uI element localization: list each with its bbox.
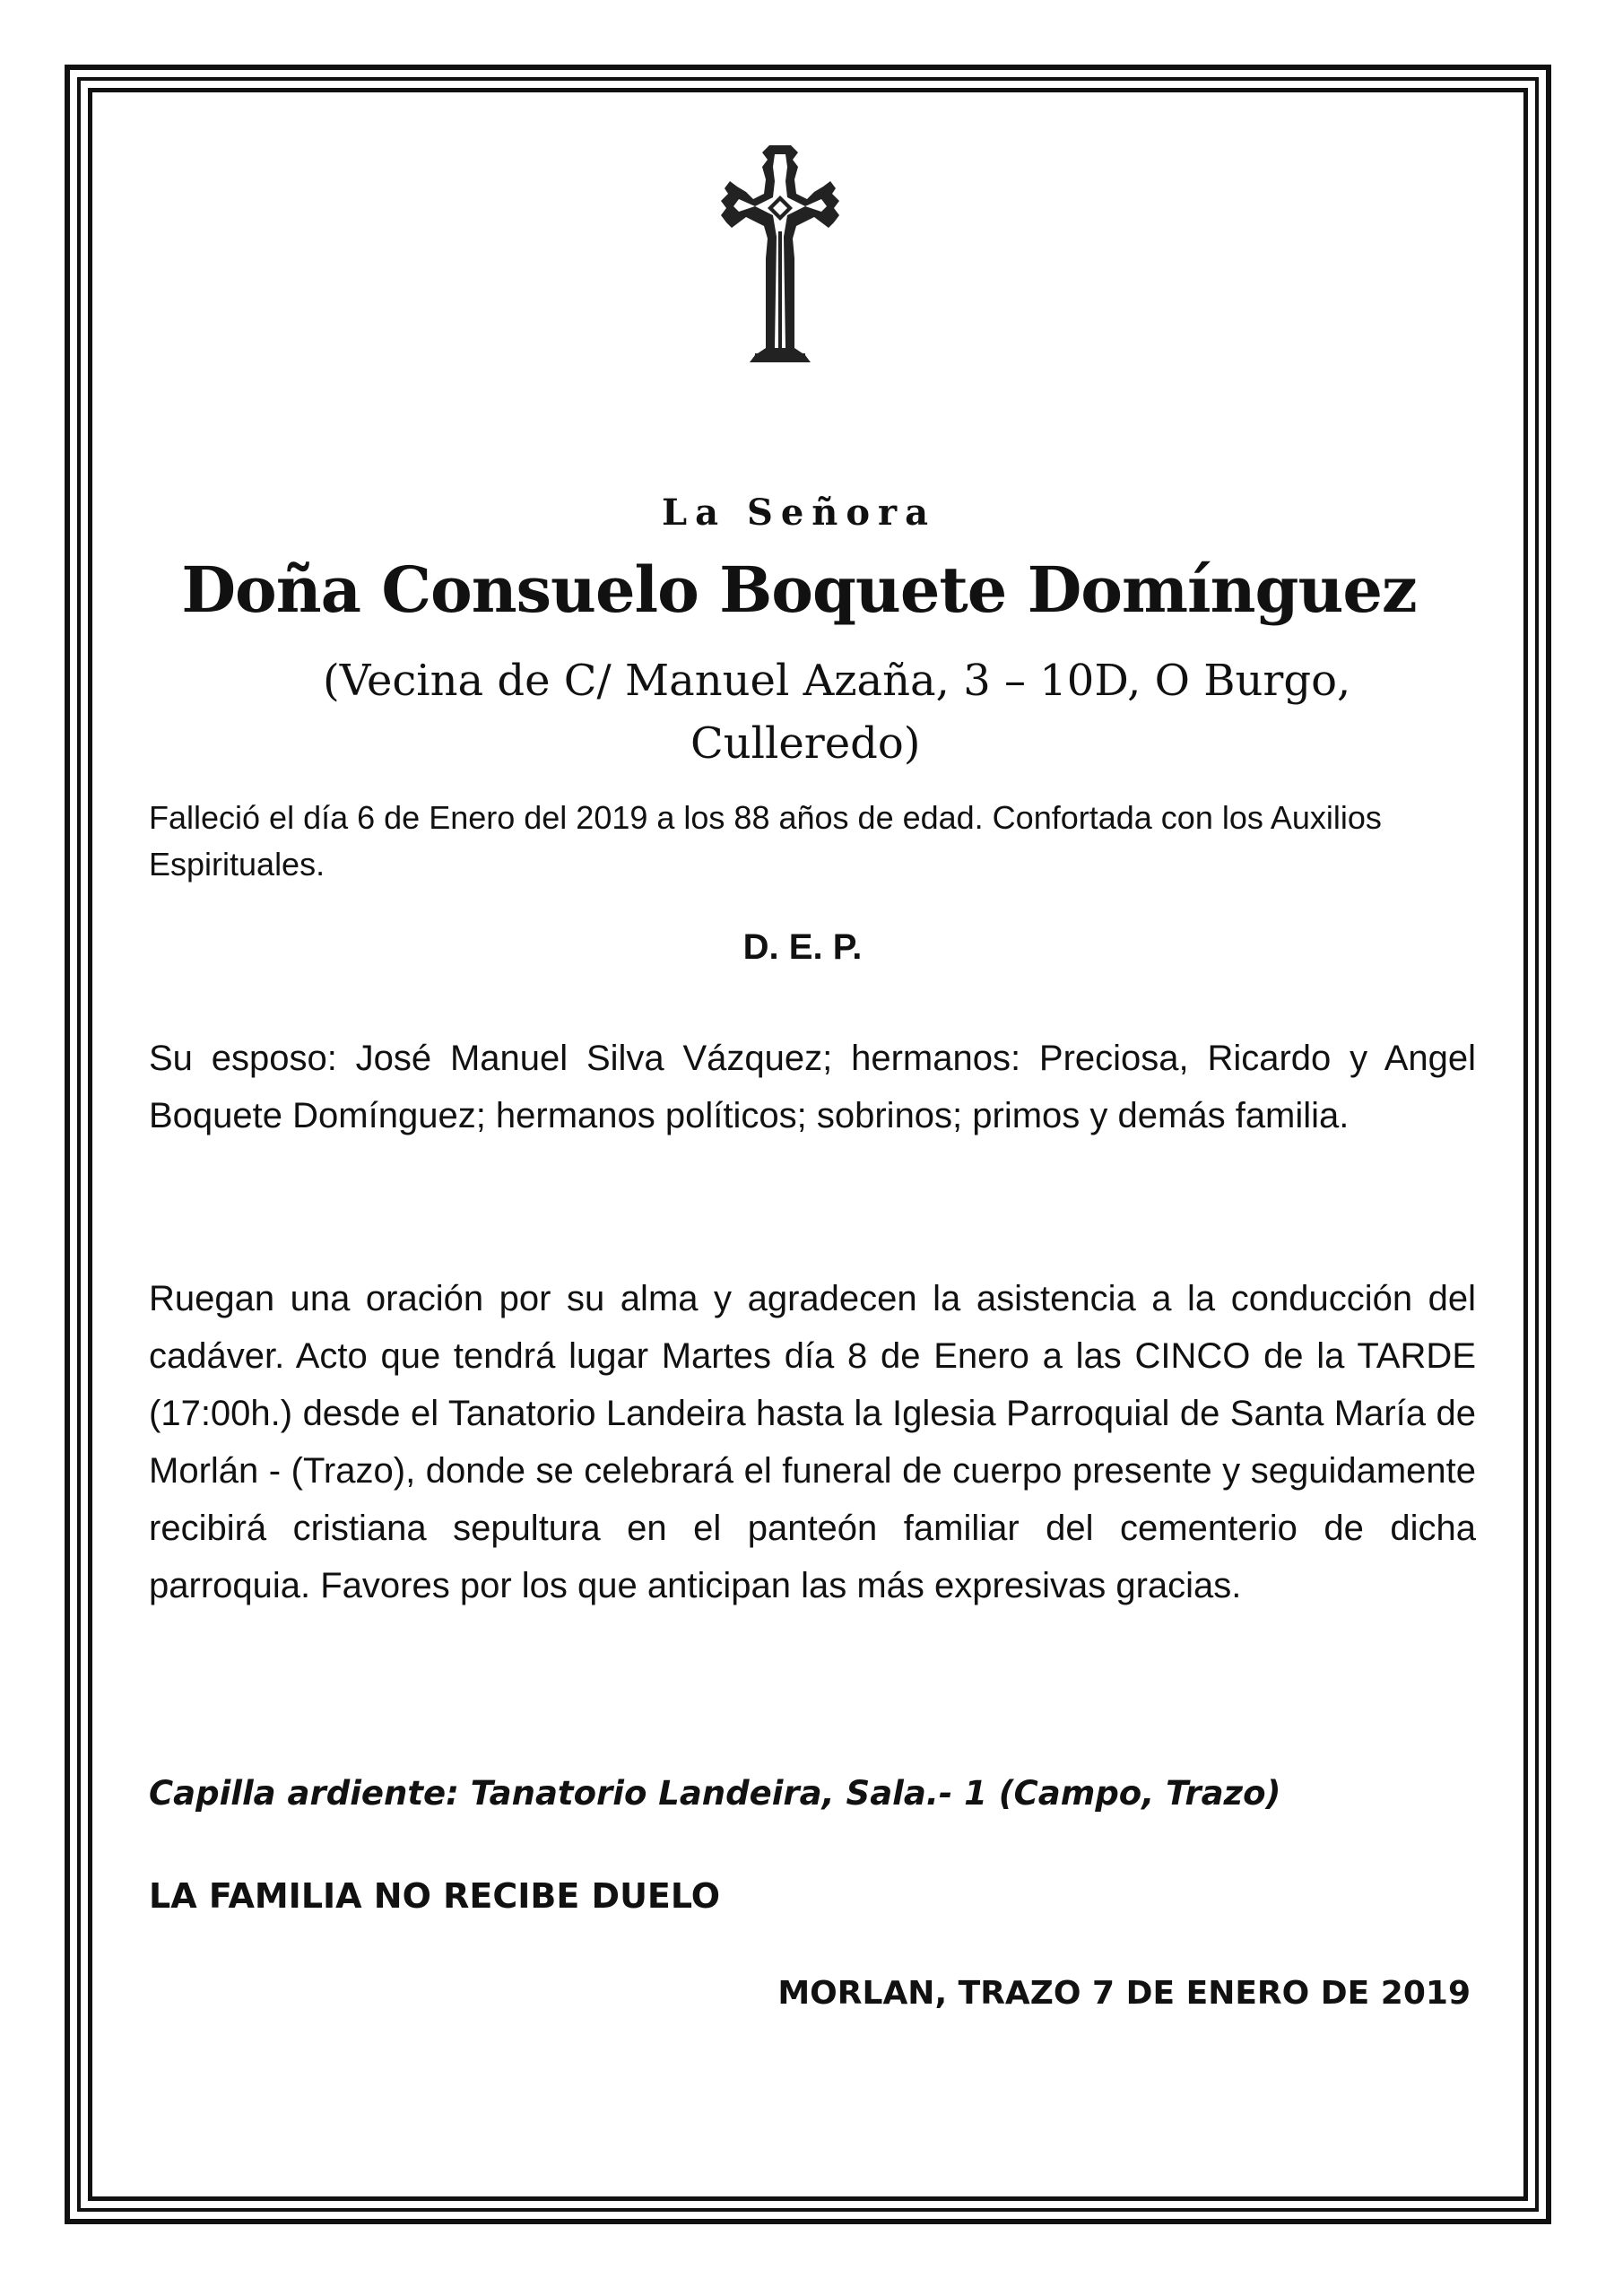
address [323,649,1488,775]
address-line-2: Culleredo) [690,718,921,769]
no-condolences-notice: LA FAMILIA NO RECIBE DUELO [149,1876,721,1916]
deceased-name: Doña Consuelo Boquete Domínguez [181,552,1417,627]
cross-icon [699,142,861,366]
rip-label: D. E. P. [742,927,863,967]
address-line-1: (Vecina de C/ Manuel Azaña, 3 – 10D, O Burgo, [323,656,1351,706]
family-paragraph: Su esposo: José Manuel Silva Vázquez; hermanos: Preciosa, Ricardo y Angel Boquete Domínguez; hermanos políticos; sobrinos; primos y demás familia. [149,1039,1476,1135]
place-date: MORLAN, TRAZO 7 DE ENERO DE 2019 [777,1975,1471,2012]
death-notice: Falleció el día 6 de Enero del 2019 a los 88 años de edad. Confortada con los Auxilios Espirituales. [149,799,1382,883]
chapel-info: Capilla ardiente: Tanatorio Landeira, Sala.- 1 (Campo, Trazo) [149,1774,1281,1813]
honorific-prefix: La Señora [661,491,937,534]
ceremony-paragraph: Ruegan una oración por su alma y agradecen la asistencia a la conducción del cadáver. Acto que tendrá lugar Martes día 8 de Enero a las CINCO de la TARDE (17:00h.) desde el Tanatorio Landeira hasta la Iglesia Parroquial de Santa María de Morlán - (Trazo), donde se celebrará el funeral de cuerpo presente y seguidamente recibirá cristiana sepultura en el panteón familiar del cementerio de dicha parroquia. Favores por los que anticipan las más expresivas gracias. [149,1279,1476,1605]
